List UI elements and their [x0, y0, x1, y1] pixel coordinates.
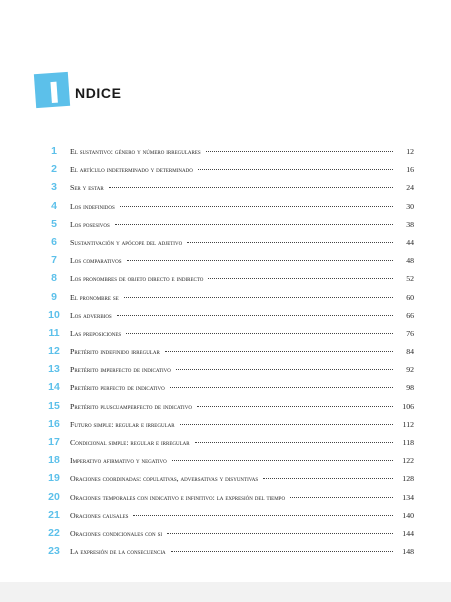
toc-entry-title: El pronombre se	[70, 292, 119, 302]
dot-leader	[180, 423, 393, 425]
toc-entry-number: 3	[51, 181, 57, 194]
dot-leader	[195, 441, 393, 443]
toc-entry-page: 92	[406, 365, 414, 375]
toc-entry[interactable]	[38, 545, 414, 563]
toc-entry[interactable]	[38, 418, 414, 436]
dot-leader	[171, 550, 393, 552]
toc-entry-number: 7	[51, 254, 57, 267]
toc-entry-title: Pretérito pluscuamperfecto de indicativo	[70, 401, 192, 411]
toc-entry-number: 15	[48, 399, 60, 412]
toc-entry-number: 10	[48, 308, 60, 321]
toc-entry-number: 9	[51, 290, 57, 303]
dot-leader	[165, 350, 393, 352]
toc-entry-title: Pretérito imperfecto de indicativo	[70, 365, 171, 375]
toc-entry[interactable]	[38, 436, 414, 454]
toc-entry-page: 30	[406, 201, 414, 211]
toc-entry-number: 2	[51, 163, 57, 176]
toc-entry-page: 60	[406, 292, 414, 302]
toc-entry-title: Pretérito indefinido irregular	[70, 347, 160, 357]
toc-entry-page: 106	[402, 401, 414, 411]
toc-entry-page: 24	[406, 183, 414, 193]
toc-entry[interactable]	[38, 327, 414, 345]
toc-entry-page: 16	[406, 165, 414, 175]
dot-leader	[172, 459, 393, 461]
dot-leader	[290, 496, 393, 498]
toc-entry-page: 134	[402, 492, 414, 502]
toc-entry-title: Los posesivos	[70, 219, 110, 229]
toc-entry-number: 19	[48, 472, 60, 485]
toc-entry[interactable]	[38, 381, 414, 399]
toc-entry-title: Los comparativos	[70, 256, 122, 266]
toc-entry-number: 21	[48, 508, 60, 521]
toc-entry[interactable]	[38, 200, 414, 218]
toc-entry-page: 148	[402, 547, 414, 557]
toc-entry-title: Oraciones temporales con indicativo e infinitivo: la expresión del tiempo	[70, 492, 286, 502]
table-of-contents	[38, 145, 414, 563]
dot-leader	[208, 277, 393, 279]
toc-entry[interactable]	[38, 163, 414, 181]
dot-leader	[133, 514, 393, 516]
dot-leader	[167, 532, 393, 534]
dot-leader	[127, 259, 393, 261]
toc-entry-title: Oraciones coordinadas: copulativas, adversativas y disyuntivas	[70, 474, 259, 484]
toc-entry[interactable]	[38, 527, 414, 545]
toc-entry[interactable]	[38, 291, 414, 309]
toc-entry[interactable]	[38, 272, 414, 290]
toc-entry-number: 8	[51, 272, 57, 285]
toc-entry-page: 12	[406, 147, 414, 156]
toc-entry-number: 23	[48, 545, 60, 558]
toc-entry-number: 5	[51, 217, 57, 230]
toc-entry-page: 66	[406, 310, 414, 320]
dot-leader	[109, 186, 393, 188]
toc-entry-page: 84	[406, 347, 414, 357]
toc-entry[interactable]	[38, 309, 414, 327]
toc-entry-number: 1	[51, 145, 57, 157]
toc-entry-number: 16	[48, 417, 60, 430]
toc-entry-page: 44	[406, 237, 414, 247]
toc-entry-number: 4	[51, 199, 57, 212]
toc-entry-page: 112	[402, 419, 414, 429]
toc-entry[interactable]	[38, 491, 414, 509]
toc-entry-title: Los adverbios	[70, 310, 112, 320]
toc-entry[interactable]	[38, 145, 414, 163]
toc-entry-title: Condicional simple: regular e irregular	[70, 438, 190, 447]
toc-entry-page: 76	[406, 328, 414, 338]
toc-entry-page: 48	[406, 256, 414, 266]
dot-leader	[263, 477, 393, 479]
toc-entry-number: 17	[48, 436, 60, 448]
dot-leader	[124, 296, 393, 298]
toc-entry-page: 98	[406, 383, 414, 393]
toc-entry[interactable]	[38, 454, 414, 472]
dot-leader	[198, 168, 393, 170]
dot-leader	[126, 332, 393, 334]
toc-entry[interactable]	[38, 345, 414, 363]
toc-entry[interactable]	[38, 472, 414, 490]
toc-entry-page: 52	[406, 274, 414, 284]
toc-entry-number: 14	[48, 381, 60, 394]
index-initial-letter	[50, 82, 57, 103]
toc-entry-title: Oraciones condicionales con si	[70, 528, 163, 538]
toc-entry-title: Oraciones causales	[70, 510, 129, 520]
page-title: NDICE	[75, 85, 122, 101]
toc-entry-number: 20	[48, 490, 60, 503]
toc-entry[interactable]	[38, 400, 414, 418]
dot-leader	[120, 205, 393, 207]
toc-entry-title: Las preposiciones	[70, 328, 122, 338]
toc-entry[interactable]	[38, 509, 414, 527]
dot-leader	[176, 368, 393, 370]
toc-entry[interactable]	[38, 218, 414, 236]
toc-entry[interactable]	[38, 254, 414, 272]
toc-entry[interactable]	[38, 236, 414, 254]
toc-entry-number: 11	[48, 326, 60, 339]
toc-entry-number: 18	[48, 454, 60, 467]
dot-leader	[206, 150, 393, 152]
dot-leader	[117, 314, 393, 316]
toc-entry-number: 22	[48, 526, 60, 539]
dot-leader	[115, 223, 393, 225]
toc-entry-title: Pretérito perfecto de indicativo	[70, 383, 165, 393]
toc-entry[interactable]	[38, 181, 414, 199]
toc-entry-number: 12	[48, 345, 60, 358]
index-initial-block	[34, 72, 70, 108]
toc-entry-page: 140	[402, 510, 414, 520]
toc-entry-page: 38	[406, 219, 414, 229]
toc-entry-page: 144	[402, 528, 414, 538]
toc-entry-title: Los indefinidos	[70, 201, 115, 211]
toc-entry-title: El artículo indeterminado y determinado	[70, 165, 193, 175]
dot-leader	[197, 405, 393, 407]
toc-entry-title: Los pronombres de objeto directo e indirecto	[70, 274, 204, 284]
dot-leader	[187, 241, 393, 243]
toc-entry-number: 13	[48, 363, 60, 376]
toc-entry-page: 122	[402, 456, 414, 466]
toc-entry-number: 6	[51, 235, 57, 248]
toc-entry-title: Imperativo afirmativo y negativo	[70, 456, 167, 466]
toc-entry-title: El sustantivo: género y número irregulares	[70, 147, 201, 156]
toc-entry-title: Sustantivación y apócope del adjetivo	[70, 237, 183, 247]
toc-entry-title: Ser y estar	[70, 183, 104, 193]
toc-entry-page: 128	[402, 474, 414, 484]
toc-entry[interactable]	[38, 363, 414, 381]
toc-entry-title: La expresión de la consecuencia	[70, 547, 166, 557]
toc-entry-title: Futuro simple: regular e irregular	[70, 419, 175, 429]
dot-leader	[170, 386, 393, 388]
toc-entry-page: 118	[402, 438, 414, 447]
